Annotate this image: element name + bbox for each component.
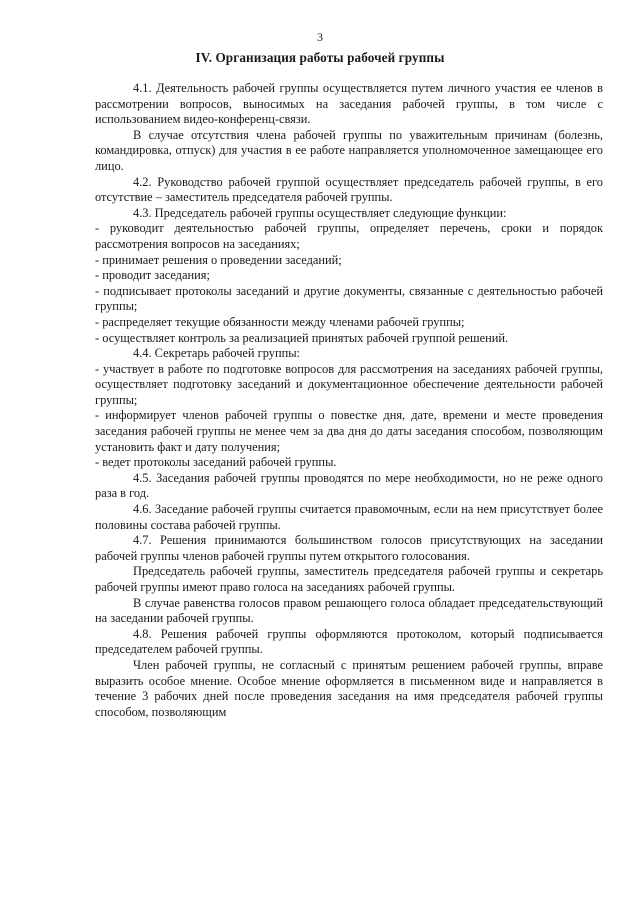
list-item: - распределяет текущие обязанности между членами рабочей группы;: [95, 314, 465, 329]
list-item: - принимает решения о проведении заседаний;: [95, 252, 342, 267]
paragraph: 4.1. Деятельность рабочей группы осуществляется путем личного участия ее членов в рассмотрении вопросов, выносимых на заседания рабочей группы, в том числе с использованием видео-конференц-связи.: [95, 81, 603, 127]
paragraph: 4.4. Секретарь рабочей группы:: [133, 346, 300, 361]
list-item: - участвует в работе по подготовке вопросов для рассмотрения на заседаниях рабочей группы, осуществляет подготовку заседаний и документационное обеспечение деятельности рабочей группы;: [95, 361, 603, 407]
list-item: - проводит заседания;: [95, 268, 210, 283]
paragraph: Член рабочей группы, не согласный с принятым решением рабочей группы, вправе выразить особое мнение. Особое мнение оформляется в письменном виде и направляется в течение 3 рабочих дней после проведения заседания на имя председателя рабочей группы способом, позволяющим: [95, 657, 603, 719]
paragraph: 4.5. Заседания рабочей группы проводятся по мере необходимости, но не реже одного раза в год.: [95, 470, 603, 501]
list-item: - руководит деятельностью рабочей группы, определяет перечень, сроки и порядок рассмотрения вопросов на заседаниях;: [95, 221, 603, 251]
paragraph: 4.3. Председатель рабочей группы осуществляет следующие функции:: [133, 205, 507, 220]
page-number: 3: [317, 30, 323, 44]
list-item: - подписывает протоколы заседаний и другие документы, связанные с деятельностью рабочей группы;: [95, 283, 603, 314]
list-item: - информирует членов рабочей группы о повестке дня, дате, времени и месте проведения заседания рабочей группы не менее чем за два дня до даты заседания способом, позволяющим установить факт и дату получения;: [95, 408, 603, 454]
list-item: - ведет протоколы заседаний рабочей группы.: [95, 455, 337, 470]
paragraph: 4.6. Заседание рабочей группы считается правомочным, если на нем присутствует более половины состава рабочей группы.: [95, 502, 603, 532]
paragraph: Председатель рабочей группы, заместитель председателя рабочей группы и секретарь рабочей группы имеют право голоса на заседаниях рабочей группы.: [95, 564, 603, 594]
paragraph: В случае отсутствия члена рабочей группы по уважительным причинам (болезнь, командировка, отпуск) для участия в ее работе направляется уполномоченное замещающее его лицо.: [95, 127, 603, 173]
section-title: IV. Организация работы рабочей группы: [195, 50, 445, 65]
paragraph: В случае равенства голосов правом решающего голоса обладает председательствующий на заседании рабочей группы.: [95, 595, 603, 626]
document-body: [95, 81, 603, 720]
paragraph: 4.2. Руководство рабочей группой осуществляет председатель рабочей группы, в его отсутствие – заместитель председателя рабочей группы.: [95, 174, 603, 205]
list-item: - осуществляет контроль за реализацией принятых рабочей группой решений.: [95, 330, 509, 345]
paragraph: 4.7. Решения принимаются большинством голосов присутствующих на заседании рабочей группы членов рабочей группы путем открытого голосования.: [95, 533, 603, 563]
paragraph: 4.8. Решения рабочей группы оформляются протоколом, который подписывается председателем рабочей группы.: [95, 626, 603, 657]
